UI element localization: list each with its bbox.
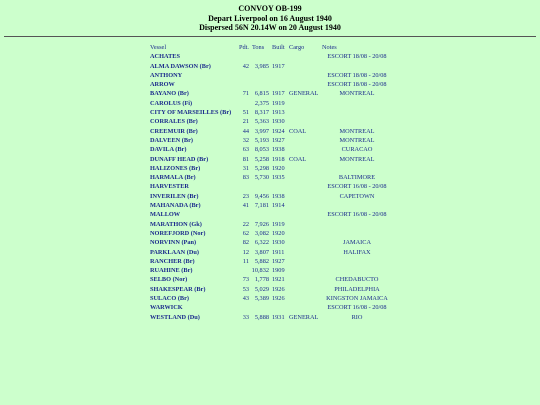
notes-cell: ESCORT 18/08 - 20/08 [327,53,387,61]
cargo-cell: COAL [289,127,307,135]
built-cell: 1926 [272,285,285,293]
notes-cell: ESCORT 16/08 - 20/08 [327,211,387,219]
tons-cell: 7,926 [254,220,269,228]
vessel-name: BAYANO (Br) [150,90,189,98]
notes-cell: MONTREAL [339,127,375,135]
built-cell: 1919 [272,99,285,107]
vessel-name: CORRALES (Br) [150,118,198,126]
built-cell: 1935 [272,174,285,182]
column-header-pdt: Pdt. [239,44,249,51]
vessel-name: ACHATES [150,53,180,61]
cargo-cell: GENERAL [289,90,319,98]
notes-cell: MONTREAL [339,90,375,98]
built-cell: 1926 [272,295,285,303]
notes-cell: KINGSTON JAMAICA [326,295,388,303]
header-divider [4,36,536,37]
vessel-name: RUAHINE (Br) [150,267,193,275]
vessel-name: HARVESTER [150,183,189,191]
built-cell: 1917 [272,62,285,70]
tons-cell: 6,322 [254,239,269,247]
notes-cell: RIO [351,313,363,321]
column-header-built: Built [272,44,285,51]
notes-cell: ESCORT 16/08 - 20/08 [327,304,387,312]
vessel-name: MARATHON (Gk) [150,220,202,228]
pdt-cell: 23 [242,192,249,200]
notes-cell: ESCORT 18/08 - 20/08 [327,81,387,89]
notes-cell: CHEDABUCTO [335,276,379,284]
pdt-cell: 43 [242,295,249,303]
tons-cell: 6,815 [254,90,269,98]
pdt-cell: 33 [242,313,249,321]
vessel-name: SELBO (Nor) [150,276,188,284]
built-cell: 1920 [272,164,285,172]
vessel-name: ALMA DAWSON (Br) [150,62,211,70]
tons-cell: 5,029 [254,285,269,293]
vessel-name: NOREFJORD (Nor) [150,229,206,237]
notes-cell: CURACAO [341,146,373,154]
column-header-cargo: Cargo [289,44,305,51]
built-cell: 1930 [272,118,285,126]
built-cell: 1931 [272,313,285,321]
vessel-name: PARKLAAN (Du) [150,248,200,256]
tons-cell: 1,778 [254,276,269,284]
vessel-name: CREEMUIR (Br) [150,127,198,135]
pdt-cell: 71 [242,90,249,98]
vessel-name: ARROW [150,81,175,89]
pdt-cell: 51 [242,109,249,117]
tons-cell: 8,317 [254,109,269,117]
pdt-cell: 21 [242,118,249,126]
tons-cell: 5,363 [254,118,269,126]
tons-cell: 5,258 [254,155,269,163]
notes-cell: PHILADELPHIA [334,285,380,293]
page-header [0,4,540,33]
pdt-cell: 31 [242,164,249,172]
vessel-name: CITY OF MARSEILLES (Br) [150,109,232,117]
pdt-cell: 12 [242,248,249,256]
vessel-name: SULACO (Br) [150,295,190,303]
notes-cell: HALIFAX [343,248,371,256]
tons-cell: 9,456 [254,192,269,200]
built-cell: 1917 [272,90,285,98]
departure-line: Depart Liverpool on 16 August 1940 [208,13,332,23]
tons-cell: 5,298 [254,164,269,172]
vessel-name: HALIZONES (Br) [150,164,201,172]
built-cell: 1920 [272,229,285,237]
tons-cell: 7,181 [254,202,269,210]
tons-cell: 5,193 [254,136,269,144]
tons-cell: 10,832 [251,267,269,275]
pdt-cell: 81 [242,155,249,163]
tons-cell: 3,082 [254,229,269,237]
notes-cell: JAMAICA [343,239,371,247]
pdt-cell: 22 [242,220,249,228]
vessel-name: SHAKESPEAR (Br) [150,285,206,293]
notes-cell: MONTREAL [339,136,375,144]
vessel-name: INVERILEN (Br) [150,192,199,200]
built-cell: 1927 [272,136,285,144]
tons-cell: 5,389 [254,295,269,303]
tons-cell: 5,882 [254,257,269,265]
notes-cell: CAPETOWN [339,192,375,200]
built-cell: 1913 [272,109,285,117]
pdt-cell: 63 [242,146,249,154]
notes-cell: ESCORT 16/08 - 20/08 [327,183,387,191]
tons-cell: 5,730 [254,174,269,182]
cargo-cell: COAL [289,155,307,163]
column-header-notes: Notes [322,44,337,51]
vessel-name: WARWICK [150,304,183,312]
vessel-name: WESTLAND (Du) [150,313,200,321]
tons-cell: 5,888 [254,313,269,321]
dispersal-line: Dispersed 56N 20.14W on 20 August 1940 [199,23,341,32]
pdt-cell: 44 [242,127,249,135]
vessel-name: DAVILA (Br) [150,146,187,154]
tons-cell: 3,807 [254,248,269,256]
vessel-name: DALVEEN (Br) [150,136,193,144]
pdt-cell: 62 [242,229,249,237]
pdt-cell: 42 [242,62,249,70]
built-cell: 1911 [272,248,285,256]
built-cell: 1919 [272,220,285,228]
vessel-name: CAROLUS (Fi) [150,99,193,107]
vessel-name: ANTHONY [150,71,183,79]
tons-cell: 3,985 [254,62,269,70]
built-cell: 1927 [272,257,285,265]
vessel-name: MAHANADA (Br) [150,202,201,210]
pdt-cell: 32 [242,136,249,144]
built-cell: 1909 [272,267,285,275]
tons-cell: 3,997 [254,127,269,135]
vessel-name: HARMALA (Br) [150,174,196,182]
vessel-name: DUNAFF HEAD (Br) [150,155,209,163]
vessel-name: NORVINN (Pan) [150,239,197,247]
built-cell: 1914 [272,202,285,210]
cargo-cell: GENERAL [289,313,319,321]
pdt-cell: 83 [242,174,249,182]
tons-cell: 8,053 [254,146,269,154]
column-header-vessel: Vessel [150,44,167,51]
vessel-name: MALLOW [150,211,181,219]
pdt-cell: 41 [242,202,249,210]
page-title: CONVOY OB-199 [238,4,302,13]
notes-cell: BALTIMORE [338,174,376,182]
tons-cell: 2,375 [254,99,269,107]
built-cell: 1918 [272,155,285,163]
pdt-cell: 82 [242,239,249,247]
built-cell: 1921 [272,276,285,284]
built-cell: 1938 [272,146,285,154]
notes-cell: MONTREAL [339,155,375,163]
pdt-cell: 11 [242,257,249,265]
built-cell: 1930 [272,239,285,247]
built-cell: 1938 [272,192,285,200]
vessel-name: RANCHER (Br) [150,257,195,265]
built-cell: 1924 [272,127,285,135]
column-header-tons: Tons [252,44,265,51]
pdt-cell: 53 [242,285,249,293]
pdt-cell: 73 [242,276,249,284]
notes-cell: ESCORT 18/08 - 20/08 [327,71,387,79]
